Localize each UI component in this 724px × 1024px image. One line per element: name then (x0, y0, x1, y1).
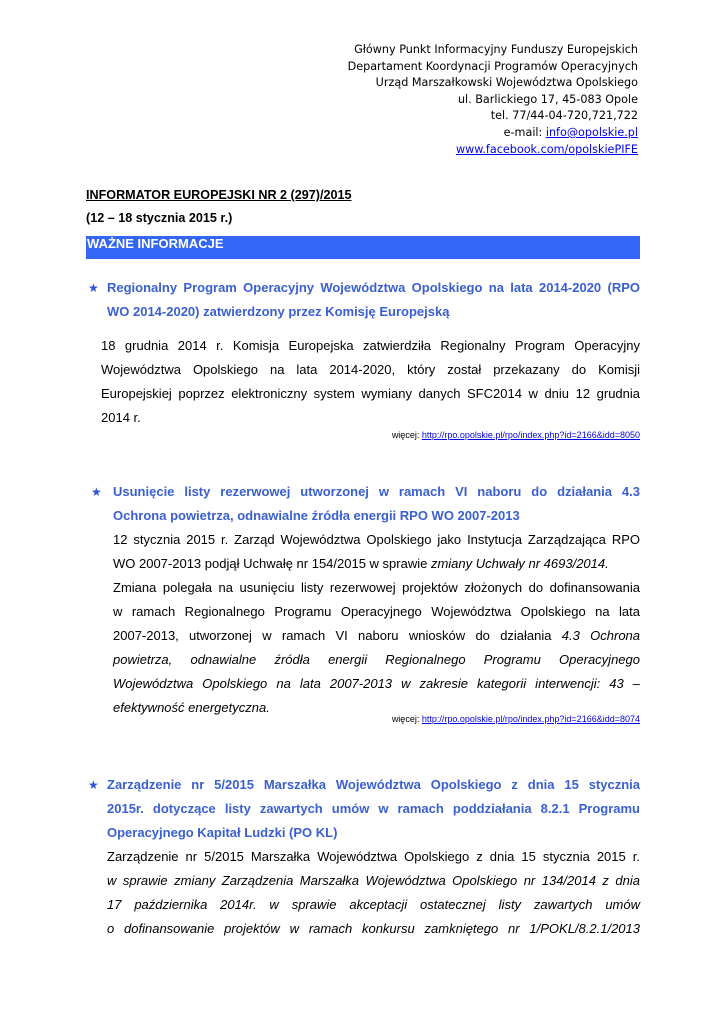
item-text: 2014 r. (101, 410, 141, 425)
item-text: efektywność energetyczna. (113, 700, 270, 715)
facebook-link[interactable]: www.facebook.com/opolskiePIFE (455, 142, 638, 156)
bulletin-title: INFORMATOR EUROPEJSKI NR 2 (297)/2015 (86, 188, 352, 202)
phone: tel. 77/44-04-720,721,722 (490, 109, 638, 123)
item-heading: Ochrona powietrza, odnawialne źródła energii RPO WO 2007-2013 (113, 508, 520, 523)
more-link[interactable]: http://rpo.opolskie.pl/rpo/index.php?id=2166&idd=8074 (421, 714, 640, 724)
star-bullet-icon: ★ (88, 281, 99, 295)
contact-header (238, 42, 638, 158)
star-bullet-icon: ★ (88, 778, 99, 792)
item-text: Zarządzenie nr 5/2015 Marszałka Województwa Opolskiego z dnia 15 stycznia 2015 r. (107, 849, 640, 864)
more-label: więcej: (391, 714, 422, 724)
org-name: Główny Punkt Informacyjny Funduszy Europejskich (354, 43, 638, 56)
item-text: 17 października 2014r. w sprawie akceptacji ostatecznej listy zawartych umów (107, 897, 640, 912)
email-line (238, 125, 638, 142)
section-banner: WAŻNE INFORMACJE (86, 236, 640, 259)
item-heading: Operacyjnego Kapitał Ludzki (PO KL) (107, 825, 338, 840)
item-text-part: WO 2007-2013 podjął Uchwałę nr 154/2015 w sprawie (113, 556, 431, 571)
item-heading: Usunięcie listy rezerwowej utworzonej w ramach VI naboru do działania 4.3 (113, 484, 640, 499)
item-text-italic: 4.3 Ochrona (561, 628, 641, 643)
item-text (113, 552, 609, 576)
item-text: w sprawie zmiany Zarządzenia Marszałka Województwa Opolskiego nr 134/2014 z dnia (107, 873, 640, 888)
department-name: Departament Koordynacji Programów Operacyjnych (347, 59, 638, 73)
item-text-italic: zmiany Uchwały nr 4693/2014. (430, 556, 609, 571)
item-heading: Regionalny Program Operacyjny Województwa Opolskiego na lata 2014-2020 (RPO (107, 280, 640, 295)
item-text-part: 2007-2013, utworzonej w ramach VI naboru wniosków do działania (113, 628, 562, 643)
item-heading: 2015r. dotyczące listy zawartych umów w ramach poddziałania 8.2.1 Programu (107, 801, 640, 816)
item-heading: Zarządzenie nr 5/2015 Marszałka Województwa Opolskiego z dnia 15 stycznia (107, 777, 640, 792)
email-label: e-mail: (503, 125, 546, 139)
item-text: Województwa Opolskiego na lata 2007-2013 w zakresie kategorii interwencji: 43 – (113, 676, 640, 691)
star-bullet-icon: ★ (91, 485, 102, 499)
more-link-line (392, 430, 640, 440)
item-text: 12 stycznia 2015 r. Zarząd Województwa Opolskiego jako Instytucja Zarządzająca RPO (113, 532, 640, 547)
item-heading: WO 2014-2020) zatwierdzony przez Komisję Europejską (107, 304, 450, 319)
item-text: Europejskiej poprzez elektroniczny system wymiany danych SFC2014 w dniu 12 grudnia (101, 386, 640, 401)
item-text: powietrza, odnawialne źródła energii Regionalnego Programu Operacyjnego (113, 652, 640, 667)
bulletin-dates: (12 – 18 stycznia 2015 r.) (86, 211, 233, 225)
item-text: Województwa Opolskiego na lata 2014-2020, który został przekazany do Komisji (101, 362, 640, 377)
item-text (113, 624, 640, 648)
office-name: Urząd Marszałkowski Województwa Opolskiego (375, 76, 638, 90)
more-link-line (392, 714, 640, 724)
address: ul. Barlickiego 17, 45-083 Opole (457, 92, 638, 106)
email-link[interactable]: info@opolskie.pl (545, 125, 638, 139)
more-label: więcej: (391, 430, 422, 440)
more-link[interactable]: http://rpo.opolskie.pl/rpo/index.php?id=2166&idd=8050 (421, 430, 640, 440)
item-text: o dofinansowanie projektów w ramach konkursu zamkniętego nr 1/POKL/8.2.1/2013 (107, 921, 640, 936)
item-text: w ramach Regionalnego Programu Operacyjnego Województwa Opolskiego na lata (113, 604, 640, 619)
item-text: 18 grudnia 2014 r. Komisja Europejska zatwierdziła Regionalny Program Operacyjny (101, 338, 640, 353)
item-text: Zmiana polegała na usunięciu listy rezerwowej projektów złożonych do dofinansowania (113, 580, 640, 595)
